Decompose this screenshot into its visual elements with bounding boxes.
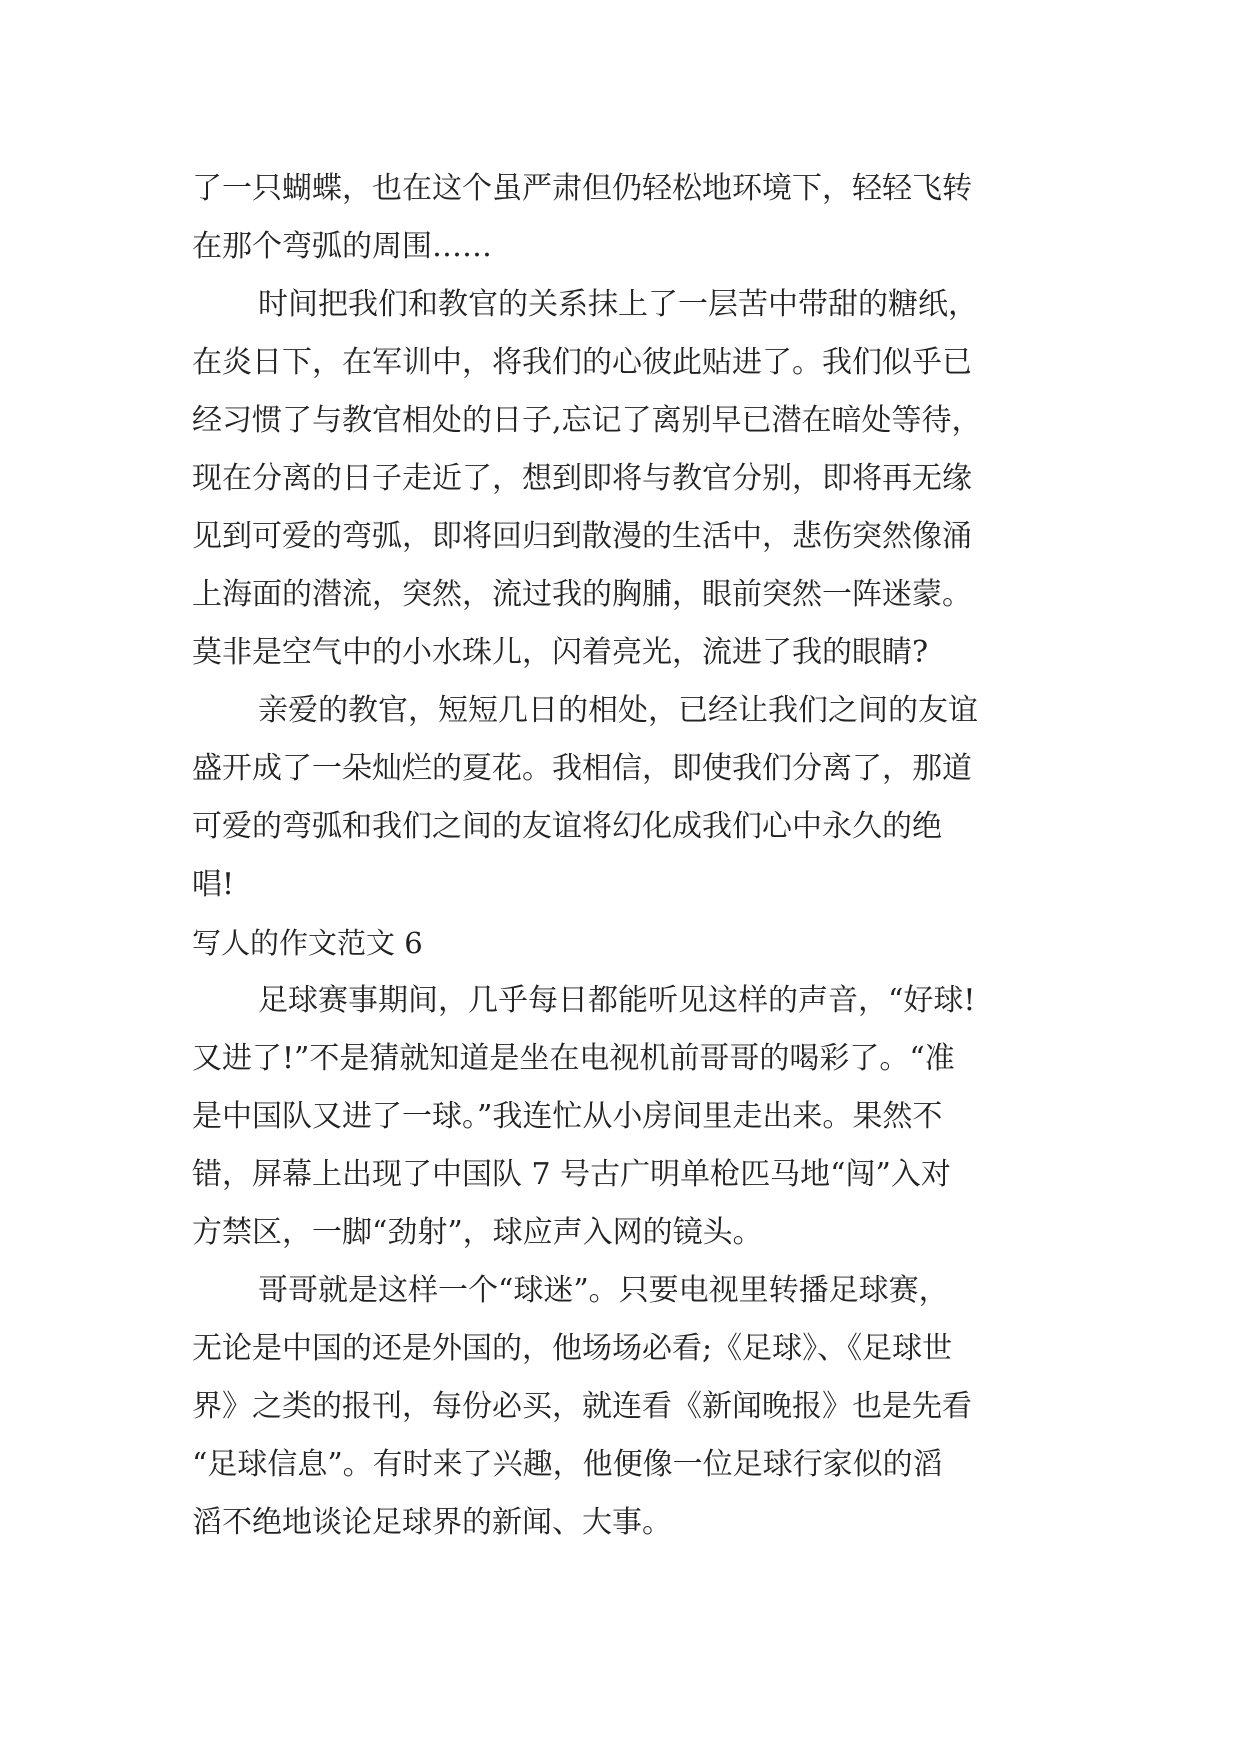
text-line: 上海面的潜流，突然，流过我的胸脯，眼前突然一阵迷蒙。 [192,577,972,612]
text-line: 在炎日下，在军训中，将我们的心彼此贴进了。我们似乎已 [192,345,972,380]
text-line: 错，屏幕上出现了中国队 7 号古广明单枪匹马地“闯”入对 [192,1157,951,1192]
text-line: 足球赛事期间，几乎每日都能听见这样的声音，“好球! [258,983,976,1018]
text-line: 了一只蝴蝶，也在这个虽严肃但仍轻松地环境下，轻轻飞转 [192,171,972,206]
text-line: 经习惯了与教官相处的日子,忘记了离别早已潜在暗处等待， [192,403,982,438]
text-line: 现在分离的日子走近了，想到即将与教官分别，即将再无缘 [192,461,972,496]
text-line: 是中国队又进了一球。”我连忙从小房间里走出来。果然不 [192,1099,943,1134]
text-line: 无论是中国的还是外国的，他场场必看;《足球》、《足球世 [192,1331,953,1366]
text-line: 可爱的弯弧和我们之间的友谊将幻化成我们心中永久的绝 [192,809,942,844]
text-line: 时间把我们和教官的关系抹上了一层苦中带甜的糖纸， [258,287,978,322]
text-line: 在那个弯弧的周围…… [192,229,492,264]
document-body [192,160,1072,1552]
text-line: 盛开成了一朵灿烂的夏花。我相信，即使我们分离了，那道 [192,751,972,786]
text-line: 亲爱的教官，短短几日的相处，已经让我们之间的友谊 [258,693,978,728]
text-line: 见到可爱的弯弧，即将回归到散漫的生活中，悲伤突然像涌 [192,519,972,554]
text-line: 滔不绝地谈论足球界的新闻、大事。 [192,1505,672,1540]
text-line: 莫非是空气中的小水珠儿，闪着亮光，流进了我的眼睛? [192,635,929,670]
text-line: “足球信息”。有时来了兴趣，他便像一位足球行家似的滔 [192,1447,943,1482]
text-line: 方禁区，一脚“劲射”，球应声入网的镜头。 [192,1215,763,1250]
text-line: 又进了!”不是猜就知道是坐在电视机前哥哥的喝彩了。“准 [192,1041,955,1076]
text-line: 哥哥就是这样一个“球迷”。只要电视里转播足球赛， [258,1273,949,1308]
section-heading: 写人的作文范文 6 [192,926,423,960]
text-line: 界》之类的报刊，每份必买，就连看《新闻晚报》也是先看 [192,1389,972,1424]
text-line: 唱! [192,867,235,902]
